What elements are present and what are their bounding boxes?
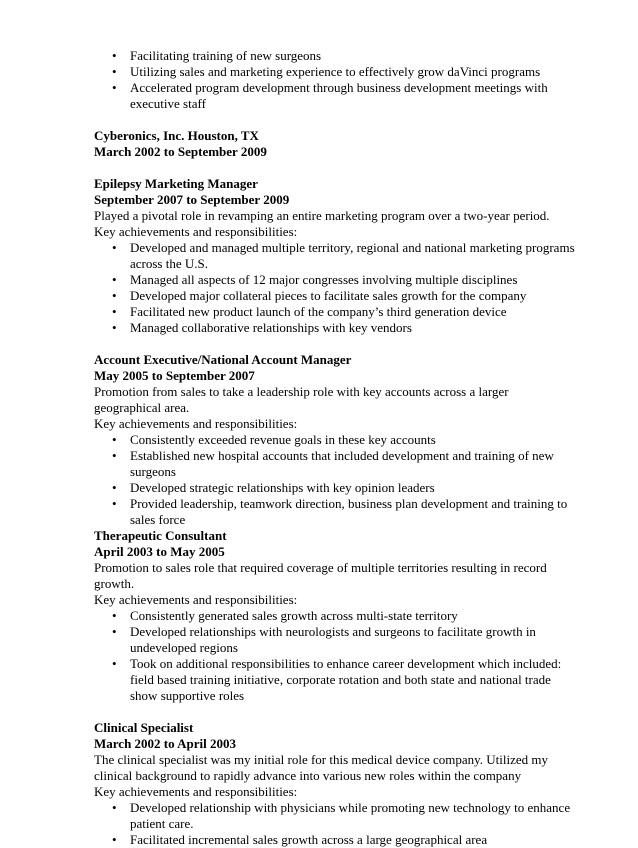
bullet-item: • Took on additional responsibilities to enhance career development which included: field based training initiative, corporate rotation and both state and national trade show supportive roles (130, 656, 578, 704)
role-title: Clinical Specialist (94, 720, 194, 735)
role-bullet-list (94, 240, 578, 336)
role-title: Epilepsy Marketing Manager (94, 176, 258, 191)
bullet-item: • Developed relationship with physicians while promoting new technology to enhance patient care. (130, 800, 578, 832)
role-dates: September 2007 to September 2009 (94, 192, 290, 207)
company-name: Cyberonics, Inc. Houston, TX (94, 128, 259, 143)
role-clinical-specialist (94, 720, 578, 848)
role-summary: The clinical specialist was my initial role for this medical device company. Utilized my clinical background to rapidly advance into various new roles within the company (94, 752, 549, 783)
spacer (94, 704, 578, 720)
intro-bullet-list (94, 48, 578, 112)
role-therapeutic-consultant (94, 528, 578, 704)
role-summary: Promotion to sales role that required coverage of multiple territories resulting in record growth. (94, 560, 547, 591)
bullet-item: • Developed and managed multiple territory, regional and national marketing programs across the U.S. (130, 240, 578, 272)
bullet-item: • Developed major collateral pieces to facilitate sales growth for the company (130, 288, 578, 304)
bullet-item: • Accelerated program development through business development meetings with executive staff (130, 80, 578, 112)
role-key-label: Key achievements and responsibilities: (94, 416, 298, 431)
role-title: Account Executive/National Account Manager (94, 352, 352, 367)
bullet-item: • Managed collaborative relationships with key vendors (130, 320, 578, 336)
bullet-item: • Consistently exceeded revenue goals in these key accounts (130, 432, 578, 448)
role-dates: May 2005 to September 2007 (94, 368, 255, 383)
bullet-item: • Developed strategic relationships with key opinion leaders (130, 480, 578, 496)
company-dates: March 2002 to September 2009 (94, 144, 267, 159)
bullet-item: • Consistently generated sales growth across multi-state territory (130, 608, 578, 624)
role-key-label: Key achievements and responsibilities: (94, 784, 298, 799)
bullet-item: • Developed relationships with neurologists and surgeons to facilitate growth in undeveloped regions (130, 624, 578, 656)
spacer (94, 112, 578, 128)
bullet-item: • Provided leadership, teamwork direction, business plan development and training to sales force (130, 496, 578, 528)
role-key-label: Key achievements and responsibilities: (94, 224, 298, 239)
role-bullet-list (94, 800, 578, 848)
role-bullet-list (94, 432, 578, 528)
spacer (94, 336, 578, 352)
bullet-item: • Facilitated incremental sales growth across a large geographical area (130, 832, 578, 848)
role-bullet-list (94, 608, 578, 704)
role-title: Therapeutic Consultant (94, 528, 227, 543)
role-key-label: Key achievements and responsibilities: (94, 592, 298, 607)
role-summary: Promotion from sales to take a leadership role with key accounts across a larger geographical area. (94, 384, 509, 415)
role-dates: April 2003 to May 2005 (94, 544, 225, 559)
role-account-executive (94, 352, 578, 528)
bullet-item: • Established new hospital accounts that included development and training of new surgeons (130, 448, 578, 480)
spacer (94, 160, 578, 176)
role-dates: March 2002 to April 2003 (94, 736, 237, 751)
role-epilepsy-marketing-manager (94, 176, 578, 336)
bullet-item: • Facilitating training of new surgeons (130, 48, 578, 64)
role-summary: Played a pivotal role in revamping an entire marketing program over a two-year period. (94, 208, 550, 223)
bullet-item: • Utilizing sales and marketing experience to effectively grow daVinci programs (130, 64, 578, 80)
bullet-item: • Managed all aspects of 12 major congresses involving multiple disciplines (130, 272, 578, 288)
bullet-item: • Facilitated new product launch of the company’s third generation device (130, 304, 578, 320)
